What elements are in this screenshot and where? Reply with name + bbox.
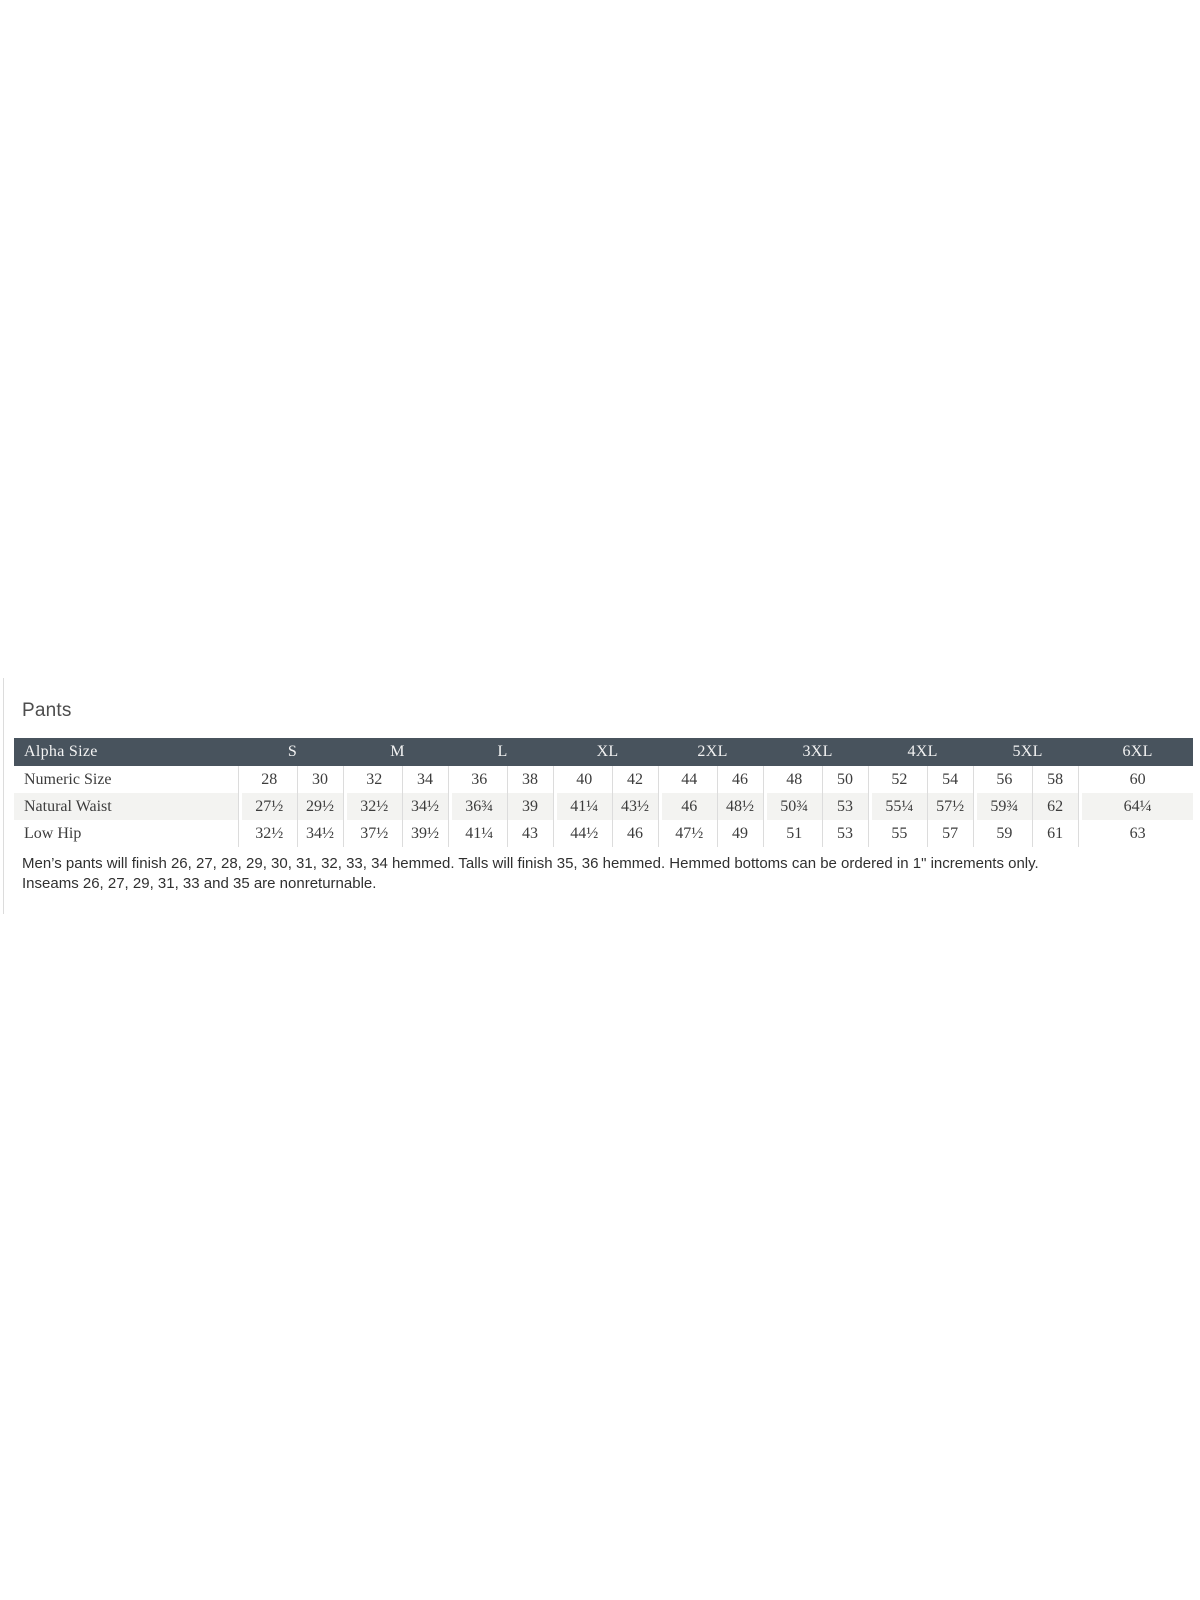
page-title: Pants	[22, 700, 72, 721]
group-header-m: M	[347, 738, 448, 766]
size-cell: 46	[662, 793, 717, 820]
size-cell: 36	[471, 770, 488, 788]
size-cell: 37½	[360, 824, 389, 842]
size-cell: 61	[1032, 820, 1078, 847]
size-cell: 60	[1129, 770, 1146, 788]
size-cell: 48½	[717, 793, 763, 820]
group-header-5xl: 5XL	[977, 738, 1078, 766]
group-header-xl: XL	[557, 738, 658, 766]
row-label-numeric-size: Numeric Size	[24, 770, 112, 788]
size-cell: 50	[822, 766, 868, 793]
size-chart-section	[3, 678, 1196, 914]
size-cell: 54	[927, 766, 973, 793]
fit-note-line-1: Men’s pants will finish 26, 27, 28, 29, 30, 31, 32, 33, 34 hemmed. Talls will finish 35, 36 hemmed. Hemmed bottoms can be ordered in 1" increments only.	[22, 855, 1039, 872]
size-cell: 59	[996, 824, 1013, 842]
group-header-6xl: 6XL	[1082, 738, 1193, 766]
size-cell: 39½	[402, 820, 448, 847]
size-cell: 46	[612, 820, 658, 847]
fit-notes	[22, 854, 1196, 894]
size-cell: 29½	[297, 793, 343, 820]
row-label-low-hip: Low Hip	[24, 824, 82, 842]
size-cell: 41¼	[557, 793, 612, 820]
size-cell: 56	[996, 770, 1013, 788]
size-cell: 48	[786, 770, 803, 788]
fit-note-line-2: Inseams 26, 27, 29, 31, 33 and 35 are nonreturnable.	[22, 875, 377, 892]
size-cell: 57	[927, 820, 973, 847]
size-cell: 49	[717, 820, 763, 847]
numeric-size-row	[14, 766, 1193, 793]
natural-waist-row	[14, 793, 1193, 820]
size-cell: 32½	[255, 824, 284, 842]
size-cell: 34½	[297, 820, 343, 847]
size-cell: 34½	[402, 793, 448, 820]
size-cell: 39	[507, 793, 553, 820]
size-cell: 34	[402, 766, 448, 793]
size-cell: 43½	[612, 793, 658, 820]
size-cell: 32½	[347, 793, 402, 820]
size-cell: 64¼	[1082, 793, 1193, 820]
size-cell: 53	[822, 820, 868, 847]
group-header-s: S	[242, 738, 343, 766]
size-cell: 44	[681, 770, 698, 788]
size-cell: 38	[507, 766, 553, 793]
size-cell: 43	[507, 820, 553, 847]
size-cell: 42	[612, 766, 658, 793]
size-cell: 47½	[675, 824, 704, 842]
group-header-3xl: 3XL	[767, 738, 868, 766]
row-label-natural-waist: Natural Waist	[14, 793, 238, 820]
size-cell: 52	[891, 770, 908, 788]
size-cell: 59¾	[977, 793, 1032, 820]
size-cell: 55¼	[872, 793, 927, 820]
size-cell: 27½	[242, 793, 297, 820]
low-hip-row	[14, 820, 1193, 847]
group-header-4xl: 4XL	[872, 738, 973, 766]
group-header-l: L	[452, 738, 553, 766]
size-cell: 44½	[570, 824, 599, 842]
size-cell: 28	[261, 770, 278, 788]
size-cell: 30	[297, 766, 343, 793]
size-cell: 51	[786, 824, 803, 842]
size-cell: 63	[1129, 824, 1146, 842]
size-cell: 62	[1032, 793, 1078, 820]
size-cell: 55	[891, 824, 908, 842]
size-cell: 50¾	[767, 793, 822, 820]
size-cell: 40	[576, 770, 593, 788]
size-cell: 58	[1032, 766, 1078, 793]
group-header-2xl: 2XL	[662, 738, 763, 766]
size-cell: 57½	[927, 793, 973, 820]
header-row	[14, 738, 1193, 766]
size-cell: 32	[366, 770, 383, 788]
size-cell: 46	[717, 766, 763, 793]
corner-header-alpha-size: Alpha Size	[14, 738, 238, 766]
size-chart-table	[14, 738, 1193, 847]
size-cell: 36¾	[452, 793, 507, 820]
size-cell: 53	[822, 793, 868, 820]
size-cell: 41¼	[465, 824, 494, 842]
